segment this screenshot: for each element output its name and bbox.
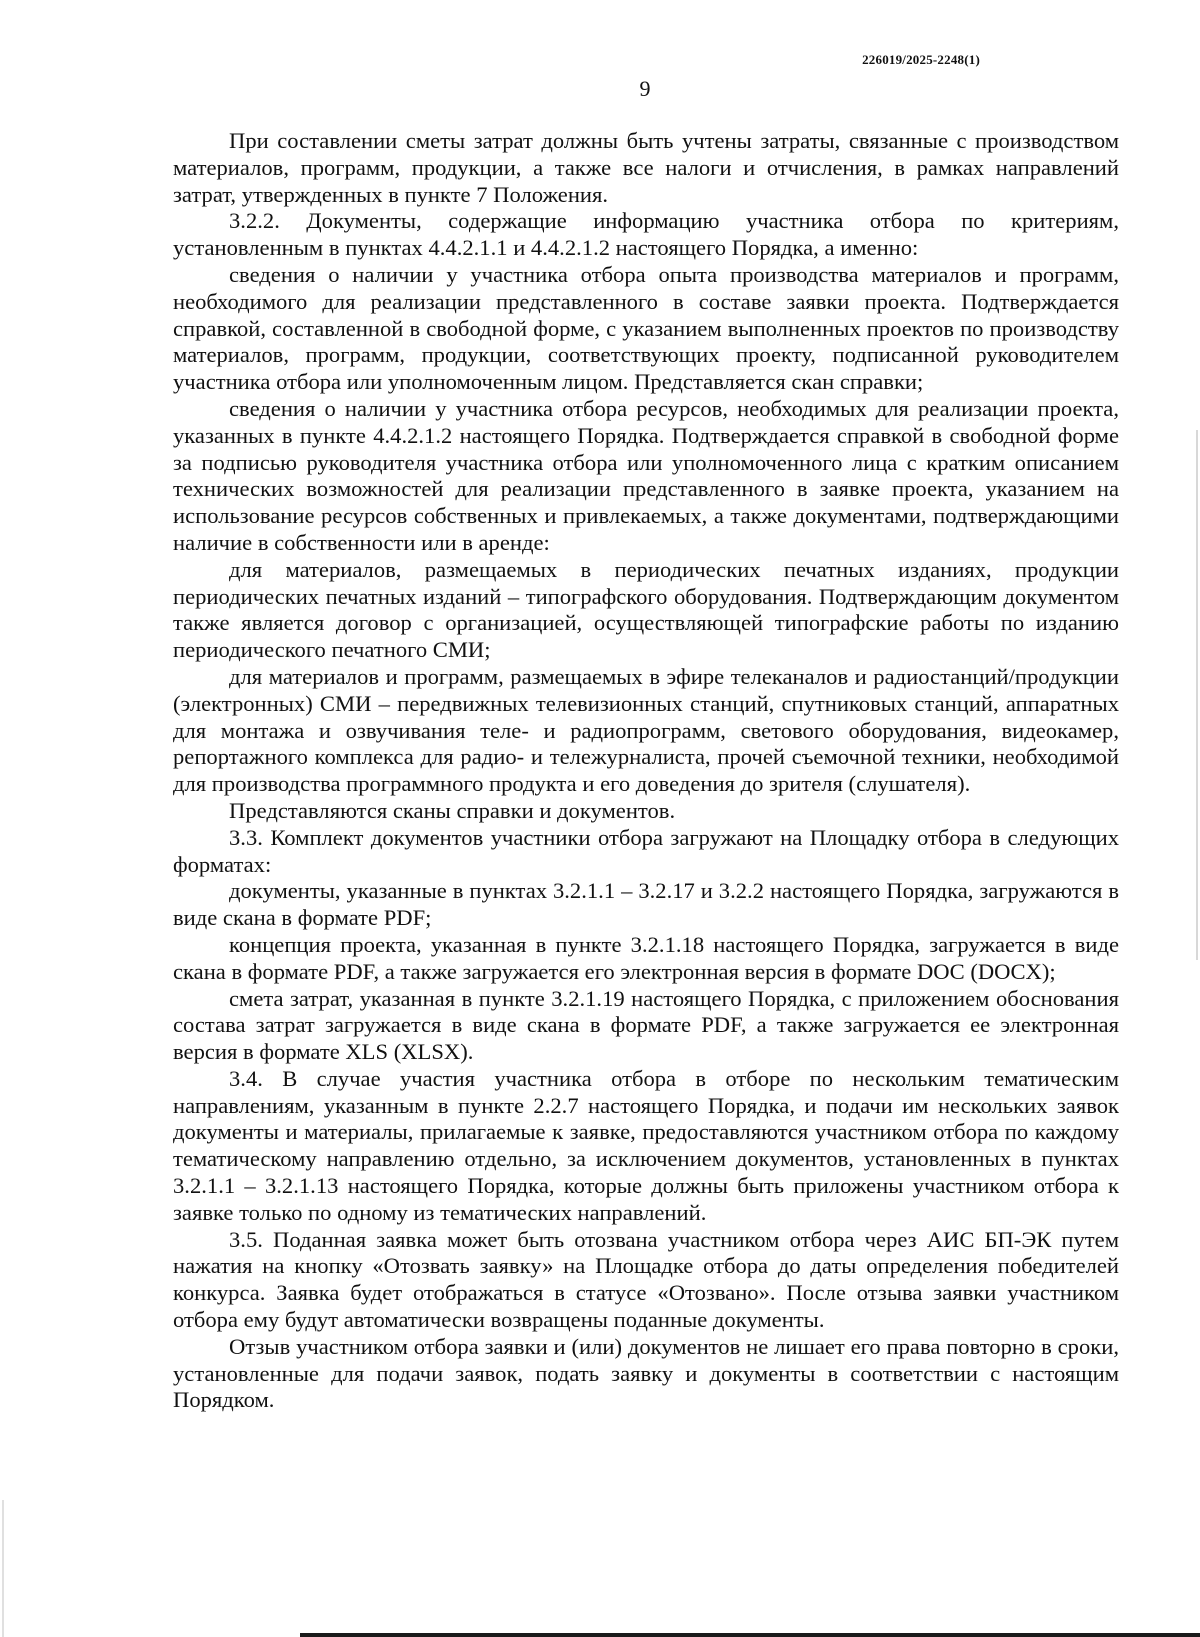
- document-body: [173, 128, 1119, 1414]
- paragraph-withdrawal: Отзыв участником отбора заявки и (или) документов не лишает его права повторно в сроки, установленные для подачи заявок, подать заявку и документы в соответствии с настоящим Порядком.: [173, 1333, 1119, 1413]
- paragraph-project-concept: концепция проекта, указанная в пункте 3.2.1.18 настоящего Порядка, загружается в виде скана в формате PDF, а также загружается его электронная версия в формате DOC (DOCX);: [173, 931, 1119, 984]
- paragraph-3-3: 3.3. Комплект документов участники отбора загружают на Площадку отбора в следующих форматах:: [173, 824, 1119, 877]
- scan-edge-mark-left: [2, 1500, 4, 1637]
- paragraph-3-2-2: 3.2.2. Документы, содержащие информацию участника отбора по критериям, установленным в пунктах 4.4.2.1.1 и 4.4.2.1.2 настоящего Порядка, а именно:: [173, 208, 1119, 261]
- page-number: 9: [639, 76, 651, 101]
- paragraph-pdf-documents: документы, указанные в пунктах 3.2.1.1 – 3.2.17 и 3.2.2 настоящего Порядка, загружаются в виде скана в формате PDF;: [173, 878, 1119, 931]
- paragraph-estimate-costs: При составлении сметы затрат должны быть учтены затраты, связанные с производством материалов, программ, продукции, а также все налоги и отчисления, в рамках направлений затрат, утвержденных в пункте 7 Положения.: [173, 128, 1119, 207]
- scan-edge-mark-right: [1196, 430, 1198, 960]
- scan-bottom-edge: [300, 1633, 1200, 1637]
- paragraph-3-4: 3.4. В случае участия участника отбора в отборе по нескольким тематическим направлениям, указанным в пункте 2.2.7 настоящего Порядка, и подачи им нескольких заявок документы и материалы, прилагаемые к заявке, предоставляются участником отбора по каждому тематическому направлению отдельно, за исключением документов, установленных в пунктах 3.2.1.1 – 3.2.1.13 настоящего Порядка, которые должны быть приложены участником отбора к заявке только по одному из тематических направлений.: [173, 1065, 1119, 1225]
- paragraph-electronic-media: для материалов и программ, размещаемых в эфире телеканалов и радиостанций/продукции (электронных) СМИ – передвижных телевизионных станций, спутниковых станций, аппаратных для монтажа и озвучивания теле- и радиопрограмм, светового оборудования, видеокамер, репортажного комплекса для радио- и тележурналиста, прочей съемочной техники, необходимой для производства программного продукта и его доведения до зрителя (слушателя).: [173, 663, 1119, 797]
- paragraph-cost-estimate: смета затрат, указанная в пункте 3.2.1.19 настоящего Порядка, с приложением обоснования состава затрат загружается в виде скана в формате PDF, а также загружается ее электронная версия в формате XLS (XLSX).: [173, 985, 1119, 1065]
- paragraph-experience-info: сведения о наличии у участника отбора опыта производства материалов и программ, необходимого для реализации представленного в составе заявки проекта. Подтверждается справкой, составленной в свободной форме, с указанием выполненных проектов по производству материалов, программ, продукции, соответствующих проекту, подписанной руководителем участника отбора или уполномоченным лицом. Представляется скан справки;: [173, 261, 1119, 395]
- paragraph-3-5: 3.5. Поданная заявка может быть отозвана участником отбора через АИС БП-ЭК путем нажатия на кнопку «Отозвать заявку» на Площадке отбора до даты определения победителей конкурса. Заявка будет отображаться в статусе «Отозвано». После отзыва заявки участником отбора ему будут автоматически возвращены поданные документы.: [173, 1226, 1119, 1333]
- paragraph-resources-info: сведения о наличии у участника отбора ресурсов, необходимых для реализации проекта, указанных в пункте 4.4.2.1.2 настоящего Порядка. Подтверждается справкой в свободной форме за подписью руководителя участника отбора или уполномоченного лица с кратким описанием технических возможностей для реализации представленного в заявке проекта, указанием на использование ресурсов собственных и привлекаемых, а также документами, подтверждающими наличие в собственности или в аренде:: [173, 395, 1119, 555]
- paragraph-print-media: для материалов, размещаемых в периодических печатных изданиях, продукции периодических печатных изданий – типографского оборудования. Подтверждающим документом также является договор с организацией, осуществляющей типографские работы по изданию периодического печатного СМИ;: [173, 556, 1119, 663]
- paragraph-scans: Представляются сканы справки и документов.: [229, 797, 676, 823]
- document-registration-number: 226019/2025-2248(1): [862, 52, 980, 67]
